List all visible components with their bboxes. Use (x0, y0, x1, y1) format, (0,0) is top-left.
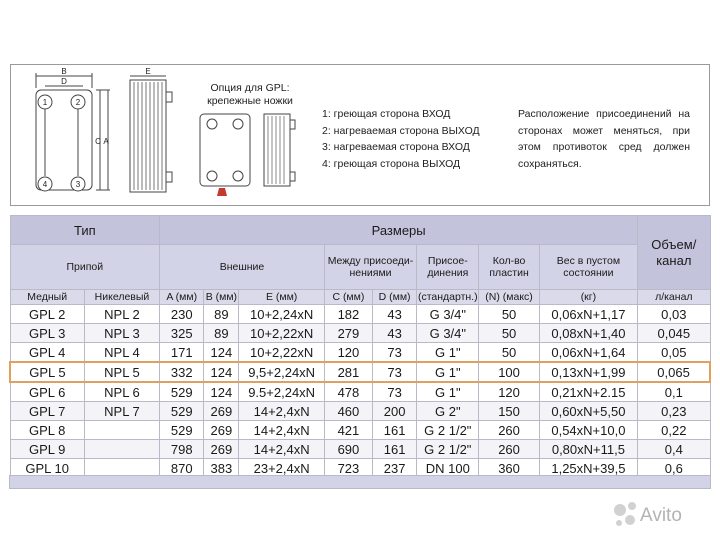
cell-e: 10+2,22xN (239, 324, 324, 343)
legend-item: 4: греющая сторона ВЫХОД (322, 157, 461, 170)
cell-a: 870 (160, 459, 204, 478)
cell-e: 10+2,22xN (239, 343, 324, 363)
table-row (10, 343, 710, 363)
unit-cell: E (мм) (239, 290, 324, 305)
cell-cu: GPL 9 (10, 440, 84, 459)
unit-cell: A (мм) (160, 290, 204, 305)
table-footer-band (9, 475, 711, 489)
cell-n: 50 (479, 324, 539, 343)
port-label-4: 4 (42, 180, 48, 189)
cell-conn: G 1" (417, 362, 479, 382)
cell-ni: NPL 2 (84, 305, 159, 324)
cell-cu: GPL 10 (10, 459, 84, 478)
cell-v: 0,045 (638, 324, 710, 343)
cell-w: 0,13xN+1,99 (539, 362, 637, 382)
cell-b: 89 (204, 324, 239, 343)
cell-e: 10+2,24xN (239, 305, 324, 324)
cell-w: 0,06xN+1,64 (539, 343, 637, 363)
cell-b: 269 (204, 421, 239, 440)
spec-table (9, 215, 711, 478)
mounting-foot-icon (217, 188, 227, 196)
unit-cell: Медный (10, 290, 84, 305)
unit-cell: (N) (макс) (479, 290, 539, 305)
cell-conn: G 1" (417, 382, 479, 402)
avito-text: Avito (640, 505, 682, 526)
cell-d: 73 (373, 382, 417, 402)
avito-dot-icon (614, 504, 626, 516)
dim-c-label: C (95, 137, 101, 146)
dim-e-label: E (145, 67, 151, 76)
cell-cu: GPL 8 (10, 421, 84, 440)
cell-n: 360 (479, 459, 539, 478)
cell-b: 383 (204, 459, 239, 478)
cell-c: 421 (324, 421, 372, 440)
cell-a: 171 (160, 343, 204, 363)
gpl-caption-line-2: крепежные ножки (207, 95, 293, 107)
legend-item: 3: нагреваемая сторона ВХОД (322, 141, 470, 153)
cell-d: 73 (373, 343, 417, 363)
cell-c: 723 (324, 459, 372, 478)
side-view-pack (130, 80, 166, 192)
cell-ni: NPL 5 (84, 362, 159, 382)
cell-cu: GPL 4 (10, 343, 84, 363)
cell-cu: GPL 6 (10, 382, 84, 402)
cell-ni: NPL 3 (84, 324, 159, 343)
cell-n: 50 (479, 343, 539, 363)
cell-v: 0,4 (638, 440, 710, 459)
unit-cell: C (мм) (324, 290, 372, 305)
cell-v: 0,1 (638, 382, 710, 402)
cell-w: 0,60xN+5,50 (539, 402, 637, 421)
cell-d: 200 (373, 402, 417, 421)
cell-w: 0,06xN+1,17 (539, 305, 637, 324)
cell-n: 50 (479, 305, 539, 324)
cell-e: 23+2,4xN (239, 459, 324, 478)
port-label-3: 3 (75, 180, 81, 189)
cell-w: 0,21xN+2.15 (539, 382, 637, 402)
header-outer: Внешние (160, 245, 325, 290)
cell-b: 124 (204, 343, 239, 363)
port-label-1: 1 (42, 98, 48, 107)
dim-b-label: B (61, 67, 67, 76)
cell-conn: G 1" (417, 343, 479, 363)
cell-c: 478 (324, 382, 372, 402)
header-solder: Припой (10, 245, 160, 290)
cell-c: 120 (324, 343, 372, 363)
cell-a: 798 (160, 440, 204, 459)
cell-e: 14+2,4xN (239, 402, 324, 421)
cell-conn: DN 100 (417, 459, 479, 478)
connection-note: Расположение присоединений на сторонах может меняться, при этом противоток сред должен сохраняться. (518, 108, 690, 170)
cell-w: 0,80xN+11,5 (539, 440, 637, 459)
cell-b: 89 (204, 305, 239, 324)
header-sizes: Размеры (160, 216, 638, 245)
cell-v: 0,22 (638, 421, 710, 440)
header-connection: Присое-динения (417, 245, 479, 290)
cell-c: 460 (324, 402, 372, 421)
unit-cell: (стандартн.) (417, 291, 478, 303)
cell-e: 14+2,4xN (239, 421, 324, 440)
cell-conn: G 3/4" (417, 305, 479, 324)
cell-d: 43 (373, 305, 417, 324)
cell-b: 269 (204, 440, 239, 459)
table-row (10, 421, 710, 440)
cell-v: 0,23 (638, 402, 710, 421)
cell-n: 120 (479, 382, 539, 402)
cell-a: 325 (160, 324, 204, 343)
dim-a-label: A (103, 137, 109, 146)
cell-b: 124 (204, 362, 239, 382)
cell-n: 260 (479, 440, 539, 459)
cell-d: 161 (373, 421, 417, 440)
cell-cu: GPL 7 (10, 402, 84, 421)
cell-n: 260 (479, 421, 539, 440)
table-row (10, 382, 710, 402)
header-volume: Объем/ канал (638, 216, 710, 290)
header-between: Между присоеди-нениями (324, 245, 416, 290)
port-legend (322, 106, 480, 172)
cell-cu: GPL 2 (10, 305, 84, 324)
cell-d: 161 (373, 440, 417, 459)
cell-conn: G 2" (417, 402, 479, 421)
cell-b: 269 (204, 402, 239, 421)
cell-d: 43 (373, 324, 417, 343)
cell-w: 1,25xN+39,5 (539, 459, 637, 478)
unit-cell: (кг) (539, 290, 637, 305)
header-plates-count: Кол-во пластин (479, 245, 539, 290)
legend-item: 2: нагреваемая сторона ВЫХОД (322, 124, 480, 137)
cell-c: 182 (324, 305, 372, 324)
cell-w: 0,54xN+10,0 (539, 421, 637, 440)
cell-a: 529 (160, 402, 204, 421)
cell-conn: G 3/4" (417, 324, 479, 343)
cell-n: 150 (479, 402, 539, 421)
unit-cell: л/канал (638, 290, 710, 305)
table-row (10, 402, 710, 421)
dim-d-label: D (61, 77, 67, 86)
cell-c: 690 (324, 440, 372, 459)
header-empty-weight: Вес в пустом состоянии (539, 245, 637, 290)
cell-d: 73 (373, 362, 417, 382)
cell-a: 230 (160, 305, 204, 324)
cell-d: 237 (373, 459, 417, 478)
unit-cell: B (мм) (205, 291, 238, 303)
legend-item: 1: греющая сторона ВХОД (322, 108, 451, 120)
cell-n: 100 (479, 362, 539, 382)
cell-b: 124 (204, 382, 239, 402)
cell-ni (84, 421, 159, 440)
gpl-option-caption (190, 82, 310, 108)
unit-cell: D (мм) (373, 290, 417, 305)
unit-cell: Никелевый (84, 290, 159, 305)
gpl-caption-line-1: Опция для GPL: (210, 82, 290, 94)
cell-a: 529 (160, 421, 204, 440)
table-row (10, 440, 710, 459)
table-row (10, 305, 710, 324)
cell-cu: GPL 5 (10, 362, 84, 382)
cell-ni: NPL 4 (84, 343, 159, 363)
cell-ni: NPL 7 (84, 402, 159, 421)
cell-ni (84, 440, 159, 459)
cell-v: 0,6 (638, 459, 710, 478)
avito-watermark (610, 498, 710, 532)
cell-a: 529 (160, 382, 204, 402)
cell-c: 281 (324, 362, 372, 382)
port-label-2: 2 (75, 98, 81, 107)
cell-w: 0,08xN+1,40 (539, 324, 637, 343)
cell-e: 9.5+2,24xN (239, 382, 324, 402)
header-type: Тип (10, 216, 160, 245)
cell-e: 9,5+2,24xN (239, 362, 324, 382)
cell-v: 0,065 (638, 362, 710, 382)
cell-e: 14+2,4xN (239, 440, 324, 459)
table-row (10, 362, 710, 382)
cell-v: 0,03 (638, 305, 710, 324)
cell-a: 332 (160, 362, 204, 382)
cell-ni: NPL 6 (84, 382, 159, 402)
cell-conn: G 2 1/2" (417, 421, 479, 440)
table-row (10, 324, 710, 343)
cell-c: 279 (324, 324, 372, 343)
cell-cu: GPL 3 (10, 324, 84, 343)
cell-conn: G 2 1/2" (417, 440, 479, 459)
cell-v: 0,05 (638, 343, 710, 363)
